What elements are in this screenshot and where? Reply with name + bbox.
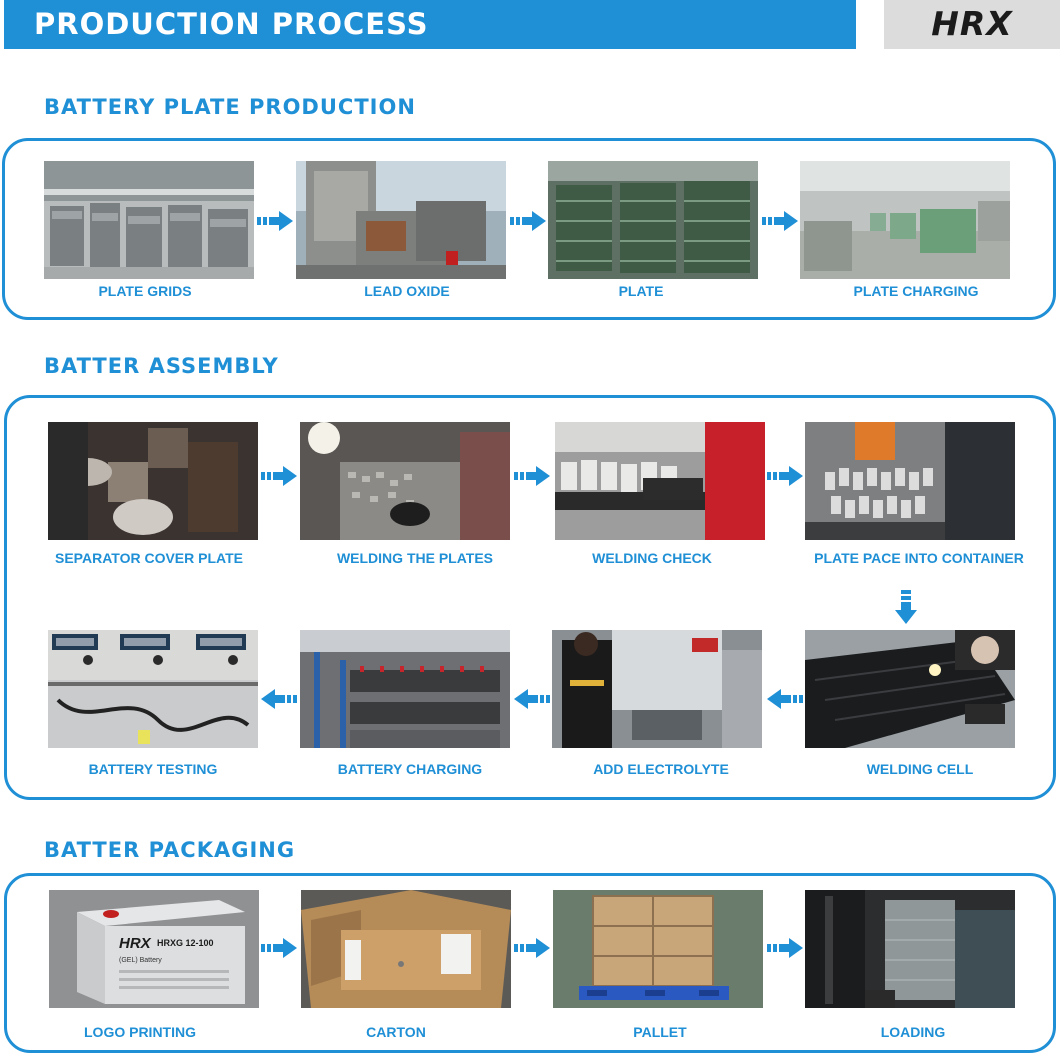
photo-welding-cell [805,630,1015,748]
battery-model-text: HRXG 12-100 [157,938,214,948]
caption-plate: PLATE [618,283,664,299]
photo-welding-the-plates [300,422,510,540]
arrow-right-icon [514,466,550,486]
photo-carton [301,890,511,1008]
battery-type-text: (GEL) Battery [119,957,162,964]
photo-welding-check [555,422,765,540]
section-title-plate-production: BATTERY PLATE PRODUCTION [44,95,416,119]
caption-pallet: PALLET [633,1024,687,1040]
arrow-right-icon [257,211,293,231]
caption-lead-oxide: LEAD OXIDE [364,283,450,299]
photo-add-electrolyte [552,630,762,748]
caption-welding-cell: WELDING CELL [866,761,974,777]
caption-loading: LOADING [880,1024,946,1040]
arrow-left-icon [261,689,297,709]
arrow-right-icon [767,466,803,486]
caption-separator-cover-plate: SEPARATOR COVER PLATE [55,550,243,566]
photo-lead-oxide [296,161,506,279]
battery-logo-text: HRX [119,935,151,952]
photo-plate-charging [800,161,1010,279]
arrow-right-icon [767,938,803,958]
hrx-logo: HRX [931,4,1013,43]
section-title-packaging: BATTER PACKAGING [44,838,296,862]
caption-plate-grids: PLATE GRIDS [98,283,192,299]
caption-plate-charging: PLATE CHARGING [853,283,979,299]
photo-loading [805,890,1015,1008]
arrow-left-icon [514,689,550,709]
arrow-right-icon [514,938,550,958]
arrow-right-icon [261,466,297,486]
photo-pallet [553,890,763,1008]
photo-plate-into-container [805,422,1015,540]
page-title: PRODUCTION PROCESS [34,7,429,41]
photo-plate-grids [44,161,254,279]
photo-logo-printing [49,890,259,1008]
photo-separator-cover-plate [48,422,258,540]
photo-plate [548,161,758,279]
arrow-down-icon [895,590,917,624]
arrow-left-icon [767,689,803,709]
logo-box [884,0,1060,49]
caption-battery-testing: BATTERY TESTING [88,761,218,777]
caption-welding-the-plates: WELDING THE PLATES [336,550,494,566]
caption-plate-into-container: PLATE PACE INTO CONTAINER [814,550,1024,566]
photo-battery-charging [300,630,510,748]
header-bar [4,0,856,49]
caption-carton: CARTON [366,1024,426,1040]
section-title-assembly: BATTER ASSEMBLY [44,354,279,378]
arrow-right-icon [261,938,297,958]
arrow-right-icon [510,211,546,231]
caption-logo-printing: LOGO PRINTING [84,1024,196,1040]
caption-battery-charging: BATTERY CHARGING [337,761,483,777]
caption-add-electrolyte: ADD ELECTROLYTE [593,761,729,777]
arrow-right-icon [762,211,798,231]
caption-welding-check: WELDING CHECK [592,550,712,566]
photo-battery-testing [48,630,258,748]
